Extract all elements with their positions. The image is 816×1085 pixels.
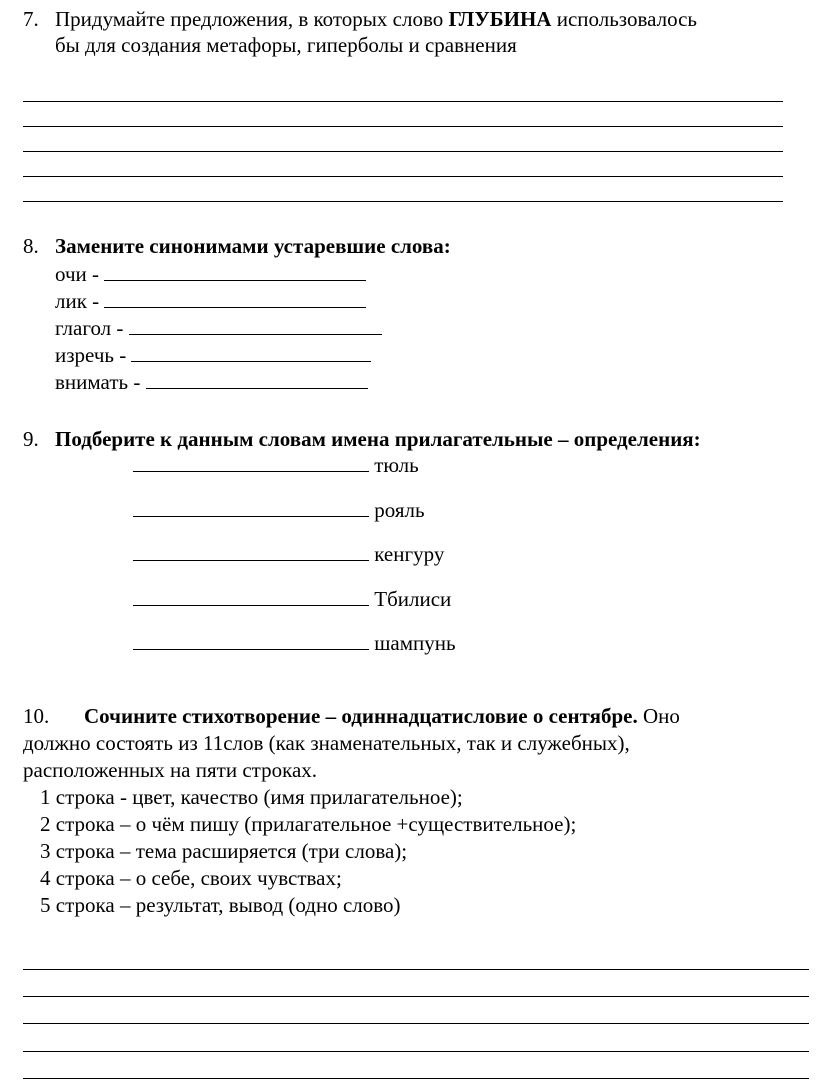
q9-word: кенгуру	[374, 542, 445, 566]
q9-word: шампунь	[374, 631, 456, 655]
q7-answer-line-3[interactable]	[23, 151, 783, 152]
q7-prompt-line1	[55, 9, 697, 30]
q8-word: изречь -	[55, 343, 127, 367]
q10-prompt-line1	[84, 706, 680, 727]
q7-prompt-line2: бы для создания метафоры, гиперболы и сравнения	[55, 33, 517, 57]
q7-answer-line-2[interactable]	[23, 126, 783, 127]
q8-title: Замените синонимами устаревшие слова:	[55, 234, 451, 258]
q9-word: тюль	[374, 453, 419, 477]
q8-answer-line[interactable]	[129, 318, 382, 335]
q10-answer-line-5[interactable]	[23, 1078, 809, 1079]
q10-row: 1 строка - цвет, качество (имя прилагательное);	[40, 785, 463, 809]
q8-word: очи -	[55, 262, 99, 286]
q9-number: 9.	[23, 427, 39, 451]
q7-number: 7.	[23, 7, 39, 31]
q10-title: Сочините стихотворение – одиннадцатисловие о сентябре.	[84, 704, 638, 728]
q8-number: 8.	[23, 234, 39, 258]
q8-item	[55, 318, 382, 339]
q8-item	[55, 264, 366, 285]
q8-item	[55, 372, 368, 393]
q10-answer-line-3[interactable]	[23, 1023, 809, 1024]
q8-answer-line[interactable]	[104, 264, 366, 281]
q7-answer-line-1[interactable]	[23, 101, 783, 102]
q8-item	[55, 291, 366, 312]
q10-prompt-line3: расположенных на пяти строках.	[23, 758, 318, 782]
q7-text-b: использовалось	[551, 7, 698, 31]
q10-row: 2 строка – о чём пишу (прилагательное +существительное);	[40, 812, 577, 836]
q8-answer-line[interactable]	[146, 372, 368, 389]
q10-row: 5 строка – результат, вывод (одно слово)	[40, 893, 401, 917]
q10-row: 4 строка – о себе, своих чувствах;	[40, 866, 342, 890]
q10-number: 10.	[23, 704, 50, 728]
q9-answer-line[interactable]	[133, 633, 369, 650]
q10-prompt-line2: должно состоять из 11слов (как знаменательных, так и служебных),	[23, 731, 630, 755]
q8-answer-line[interactable]	[131, 345, 371, 362]
q7-answer-line-5[interactable]	[23, 201, 783, 202]
q8-word: глагол -	[55, 316, 124, 340]
q8-word: лик -	[55, 289, 100, 313]
q9-answer-line[interactable]	[133, 589, 369, 606]
q9-answer-line[interactable]	[133, 500, 369, 517]
q8-word: внимать -	[55, 370, 141, 394]
q7-text-a: Придумайте предложения, в которых слово	[55, 7, 449, 31]
q9-item	[133, 500, 425, 521]
q10-title-tail: Оно	[637, 704, 680, 728]
q9-word: рояль	[374, 498, 425, 522]
q9-answer-line[interactable]	[133, 455, 369, 472]
q10-answer-line-1[interactable]	[23, 969, 809, 970]
q7-keyword: ГЛУБИНА	[448, 7, 552, 31]
q8-item	[55, 345, 371, 366]
q9-item	[133, 544, 444, 565]
q9-item	[133, 633, 456, 654]
q7-answer-line-4[interactable]	[23, 176, 783, 177]
q10-answer-line-4[interactable]	[23, 1051, 809, 1052]
q8-answer-line[interactable]	[104, 291, 366, 308]
q9-word: Тбилиси	[374, 587, 452, 611]
q9-title: Подберите к данным словам имена прилагательные – определения:	[55, 427, 701, 451]
q9-answer-line[interactable]	[133, 544, 369, 561]
q10-row: 3 строка – тема расширяется (три слова);	[40, 839, 408, 863]
q9-item	[133, 589, 451, 610]
q9-item	[133, 455, 419, 476]
q10-answer-line-2[interactable]	[23, 996, 809, 997]
